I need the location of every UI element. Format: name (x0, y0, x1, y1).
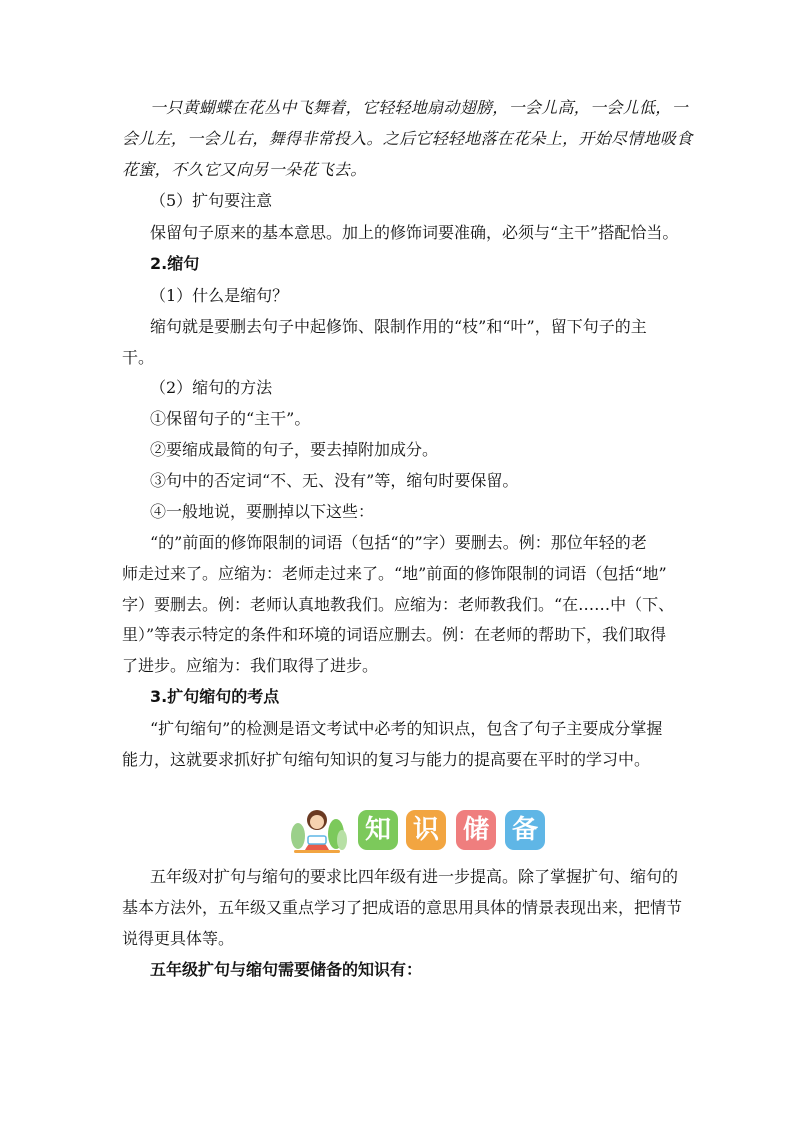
section-heading: 3.扩句缩句的考点 (150, 687, 280, 706)
list-item: ③句中的否定词“不、无、没有”等，缩句时要保留。 (150, 471, 519, 490)
paragraph-line: 干。 (122, 348, 155, 367)
subheading: （1）什么是缩句？ (150, 286, 289, 305)
banner-char-badge: 备 (505, 810, 545, 850)
paragraph-line: 保留句子原来的基本意思。加上的修饰词要准确，必须与“主干”搭配恰当。 (150, 223, 679, 242)
paragraph-line: 基本方法外，五年级又重点学习了把成语的意思用具体的情景表现出来，把情节 (122, 898, 683, 917)
paragraph-line: 师走过来了。应缩为：老师走过来了。“地”前面的修饰限制的词语（包括“地” (122, 564, 667, 583)
paragraph-line: 字）要删去。例：老师认真地教我们。应缩为：老师教我们。“在……中（下、 (122, 595, 675, 614)
list-item: ②要缩成最简的句子，要去掉附加成分。 (150, 440, 439, 459)
paragraph-line: 能力，这就要求抓好扩句缩句知识的复习与能力的提高要在平时的学习中。 (122, 750, 651, 769)
section-heading: 2.缩句 (150, 254, 200, 273)
section-heading: 五年级扩句与缩句需要储备的知识有： (150, 960, 423, 979)
girl-reading-icon (286, 806, 348, 854)
paragraph-line: 五年级对扩句与缩句的要求比四年级有进一步提高。除了掌握扩句、缩句的 (150, 867, 679, 886)
paragraph-line: 缩句就是要删去句子中起修饰、限制作用的“枝”和“叶”，留下句子的主 (150, 317, 647, 336)
paragraph-line: 了进步。应缩为：我们取得了进步。 (122, 656, 379, 675)
subheading: （2）缩句的方法 (150, 378, 273, 397)
paragraph-line: 花蜜，不久它又向另一朵花飞去。 (122, 160, 367, 179)
list-item: ①保留句子的“主干”。 (150, 409, 311, 428)
list-item: ④一般地说，要删掉以下这些： (150, 502, 375, 521)
paragraph-line: “扩句缩句”的检测是语文考试中必考的知识点，包含了句子主要成分掌握 (150, 719, 663, 738)
paragraph-line: 一只黄蝴蝶在花丛中飞舞着，它轻轻地扇动翅膀，一会儿高，一会儿低，一 (150, 98, 688, 117)
paragraph-line: 说得更具体等。 (122, 929, 235, 948)
banner-char-badge: 储 (456, 810, 496, 850)
paragraph-line: 会儿左，一会儿右，舞得非常投入。之后它轻轻地落在花朵上，开始尽情地吸食 (122, 129, 693, 148)
knowledge-banner (286, 806, 548, 854)
banner-char-badge: 知 (358, 810, 398, 850)
subheading: （5）扩句要注意 (150, 191, 273, 210)
paragraph-line: 里）”等表示特定的条件和环境的词语应删去。例：在老师的帮助下，我们取得 (122, 625, 667, 644)
banner-char-badge: 识 (406, 810, 446, 850)
paragraph-line: “的”前面的修饰限制的词语（包括“的”字）要删去。例：那位年轻的老 (150, 533, 647, 552)
